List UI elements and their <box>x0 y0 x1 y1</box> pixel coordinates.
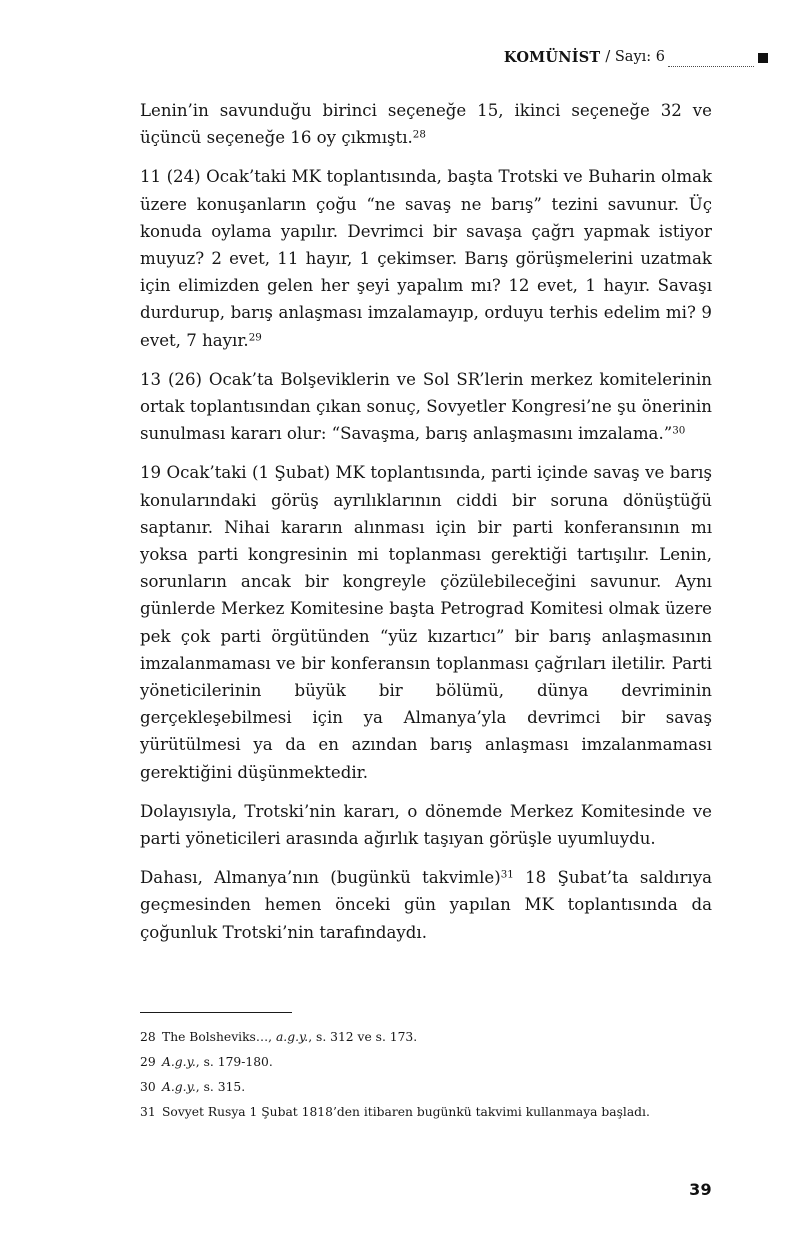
page-number: 39 <box>689 1180 712 1199</box>
footnote-text-post: , s. 312 ve s. 173. <box>308 1030 418 1044</box>
paragraph-6-lead: Dahası, Almanya’nın (bugünkü takvimle) <box>140 868 501 888</box>
footnote-ref-31[interactable]: 31 <box>500 868 514 881</box>
footnote-text-italic: a.g.y. <box>275 1030 309 1044</box>
paragraph-2-text: 11 (24) Ocak’taki MK toplantısında, başta Trotski ve Buharin olmak üzere konuşanların çoğu “ne savaş ne barış” tezini savunur. Üç konuda oylama yapılır. Devrimci bir savaşa çağrı yapmak istiyor muyuz? 2 evet, 11 hayır, 1 çekimser. Barış görüşmelerini uzatmak için elimizden gelen her şeyi yapalım mı? 12 evet, 1 hayır. Savaşı durdurup, barış anlaşması imzalamayıp, orduyu terhis edelim mi? 9 evet, 7 hayır. <box>140 167 712 350</box>
paragraph-3-text: 13 (26) Ocak’ta Bolşeviklerin ve Sol SR’lerin merkez komitelerinin ortak toplantısından çıkan sonuç, Sovyetler Kongresi’ne şu önerinin sunulması kararı olur: “Savaşma, barış anlaşmasını imzalama.” <box>140 369 712 444</box>
footnote-number: 31 <box>140 1105 156 1119</box>
paragraph-5-text: Dolayısıyla, Trotski’nin kararı, o dönemde Merkez Komitesinde ve parti yöneticileri arasında ağırlık taşıyan görüşle uyumluydu. <box>140 801 712 849</box>
footnote-item <box>140 1050 712 1075</box>
running-header <box>140 46 768 68</box>
body-text-column <box>140 97 712 946</box>
footnote-ref-28[interactable]: 28 <box>412 128 426 141</box>
paragraph-5 <box>140 798 712 852</box>
footnote-text <box>162 1050 712 1075</box>
footnote-text-italic: A.g.y. <box>162 1055 196 1069</box>
header-square-marker-icon <box>758 53 768 63</box>
footnote-ref-29[interactable]: 29 <box>248 330 262 343</box>
footnote-text-post: , s. 315. <box>195 1080 246 1094</box>
footnote-separator-rule <box>140 1012 292 1013</box>
header-issue-number: / Sayı: 6 <box>605 49 665 65</box>
footnote-text <box>162 1100 712 1125</box>
footnote-text-post: , s. 179-180. <box>195 1055 273 1069</box>
footnote-number: 28 <box>140 1030 156 1044</box>
paragraph-4 <box>140 459 712 785</box>
paragraph-6 <box>140 864 712 946</box>
footnote-number: 30 <box>140 1080 156 1094</box>
footnote-text-pre: Sovyet Rusya 1 Şubat 1818’den itibaren bugünkü takvimi kullanmaya başladı. <box>162 1105 650 1119</box>
header-dotted-leader <box>668 52 754 67</box>
paragraph-3 <box>140 366 712 448</box>
paragraph-1 <box>140 97 712 151</box>
footnote-number: 29 <box>140 1055 156 1069</box>
paragraph-2 <box>140 163 712 353</box>
footnote-text <box>162 1025 712 1050</box>
paragraph-4-text: 19 Ocak’taki (1 Şubat) MK toplantısında, parti içinde savaş ve barış konularındaki görüş ayrılıklarının ciddi bir soruna dönüştüğü saptanır. Nihai kararın alınması için bir parti konferansının mı yoksa parti kongresinin mi toplanması gerektiği tartışılır. Lenin, sorunların ancak bir kongreyle çözülebileceğini savunur. Aynı günlerde Merkez Komitesine başta Petrograd Komitesi olmak üzere pek çok parti örgütünden “yüz kızartıcı” bir barış anlaşmasının imzalanmaması ve bir konferansın toplanması çağrıları iletilir. Parti yöneticilerinin büyük bir bölümü, dünya devriminin gerçekleşebilmesi için ya Almanya’yla devrimci bir savaş yürütülmesi ya da en azından barış anlaşması imzalanmaması gerektiğini düşünmektedir. <box>140 463 712 782</box>
footnote-text-pre: The Bolsheviks…, <box>162 1030 276 1044</box>
footnote-ref-30[interactable]: 30 <box>672 424 686 437</box>
header-publication-title: KOMÜNİST <box>503 48 601 66</box>
footnote-item <box>140 1075 712 1100</box>
footnote-text <box>162 1075 712 1100</box>
footnote-item <box>140 1025 712 1050</box>
paragraph-1-text: Lenin’in savunduğu birinci seçeneğe 15, ikinci seçeneğe 32 ve üçüncü seçeneğe 16 oy çıkmıştı. <box>140 101 712 148</box>
footnote-block <box>140 1012 712 1125</box>
paragraph-6-tail: 18 Şubat’ta saldırıya geçmesinden hemen önceki gün yapılan MK toplantısında da çoğunluk Trotski’nin tarafındaydı. <box>140 868 713 942</box>
footnote-item <box>140 1100 712 1125</box>
footnote-text-italic: A.g.y. <box>162 1080 196 1094</box>
